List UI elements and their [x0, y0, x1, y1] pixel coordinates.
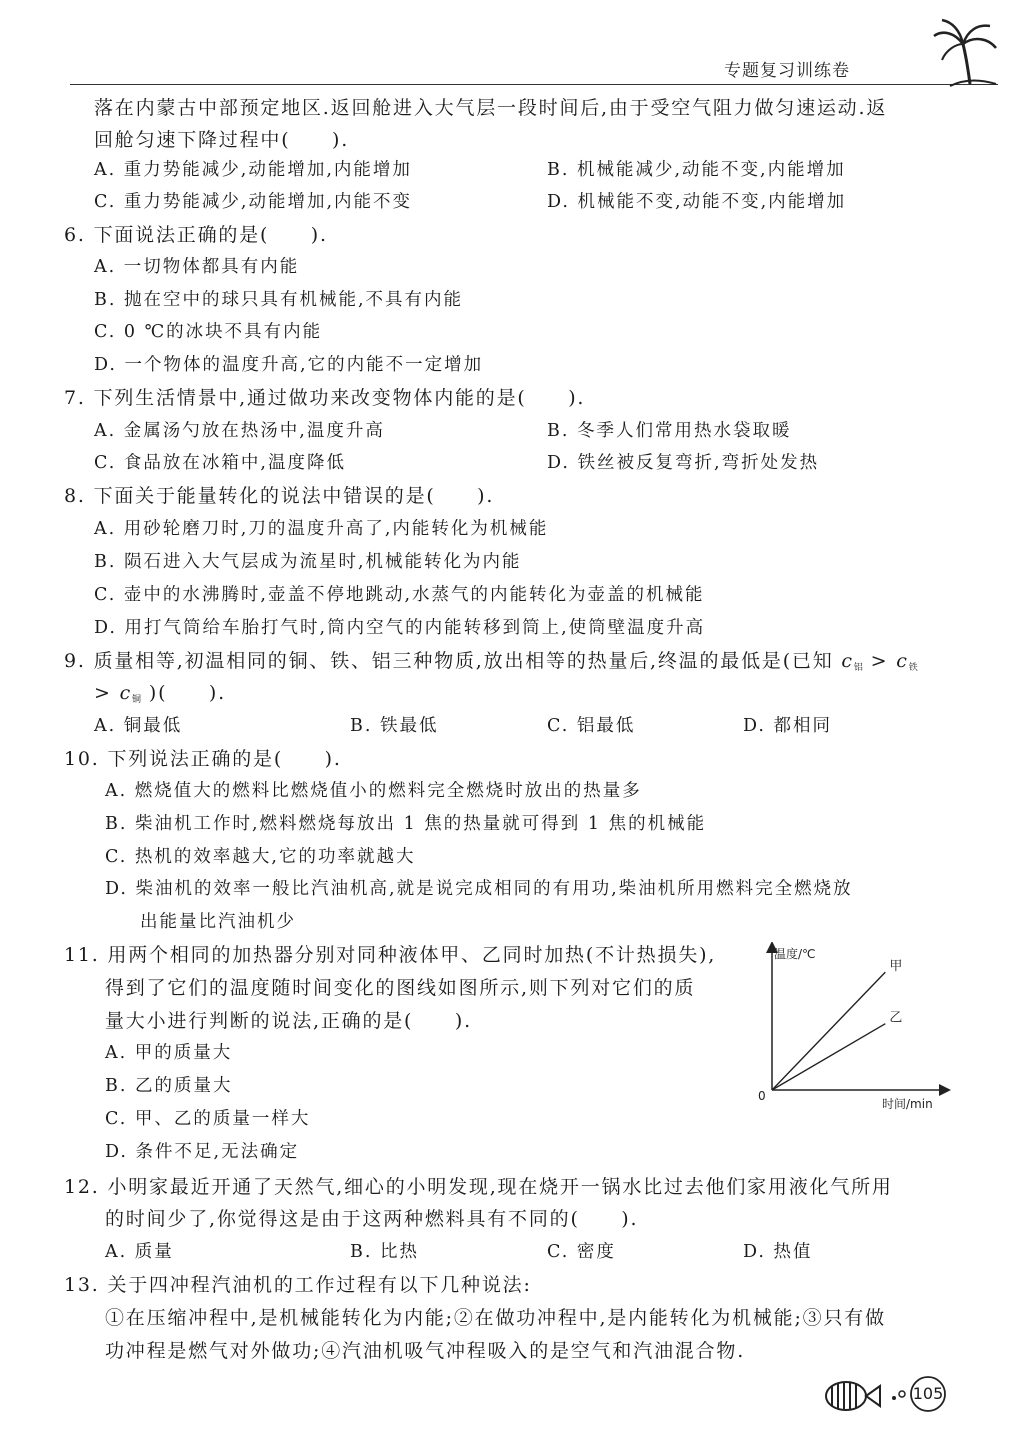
q7-option-c: C. 食品放在冰箱中,温度降低	[94, 453, 346, 473]
q12-option-a: A. 质量	[105, 1242, 174, 1262]
q8-stem: 8. 下面关于能量转化的说法中错误的是( ).	[64, 485, 495, 507]
q6-stem: 6. 下面说法正确的是( ).	[64, 224, 328, 246]
q9-stem-line1	[64, 648, 918, 681]
c-cu-symbol: $c_铜$	[119, 682, 142, 705]
q9-stem-line2	[94, 680, 226, 713]
q6-option-b: B. 抛在空中的球只具有机械能,不具有内能	[94, 290, 464, 310]
q13-stem: 13. 关于四冲程汽油机的工作过程有以下几种说法:	[64, 1274, 532, 1296]
q10-stem: 10. 下列说法正确的是( ).	[64, 748, 342, 770]
q10-option-d-line2: 出能量比汽油机少	[140, 912, 296, 932]
q10-option-b: B. 柴油机工作时,燃料燃烧每放出 1 焦的热量就可得到 1 焦的机械能	[105, 814, 707, 834]
c-fe-symbol: $c_铁$	[896, 650, 918, 673]
q12-option-c: C. 密度	[547, 1242, 616, 1262]
q11-option-d: D. 条件不足,无法确定	[105, 1142, 300, 1162]
q5-option-a: A. 重力势能减少,动能增加,内能增加	[94, 160, 412, 180]
palm-tree-icon	[930, 14, 1000, 88]
q5-option-d: D. 机械能不变,动能不变,内能增加	[547, 192, 847, 212]
q13-statements-line1: ①在压缩冲程中,是机械能转化为内能;②在做功冲程中,是内能转化为机械能;③只有做	[105, 1307, 886, 1329]
header-title: 专题复习训练卷	[724, 61, 850, 81]
q11-option-c: C. 甲、乙的质量一样大	[105, 1109, 311, 1129]
q10-option-c: C. 热机的效率越大,它的功率就越大	[105, 847, 416, 867]
q7-stem: 7. 下列生活情景中,通过做功来改变物体内能的是( ).	[64, 387, 586, 409]
q8-option-a: A. 用砂轮磨刀时,刀的温度升高了,内能转化为机械能	[94, 519, 549, 539]
q9-option-d: D. 都相同	[743, 716, 833, 736]
q5-option-c: C. 重力势能减少,动能增加,内能不变	[94, 192, 413, 212]
c-al-symbol: $c_铝$	[841, 650, 863, 673]
origin-label: 0	[758, 1089, 766, 1103]
greater-than-sign: >	[870, 650, 889, 672]
q6-option-a: A. 一切物体都具有内能	[94, 257, 300, 277]
q10-option-d-line1: D. 柴油机的效率一般比汽油机高,就是说完成相同的有用功,柴油机所用燃料完全燃烧放	[105, 879, 853, 899]
x-axis-label: 时间/min	[882, 1097, 933, 1111]
q8-option-b: B. 陨石进入大气层成为流星时,机械能转化为内能	[94, 552, 522, 572]
q11-stem-line3: 量大小进行判断的说法,正确的是( ).	[105, 1010, 472, 1032]
y-axis-label: 温度/℃	[774, 947, 816, 961]
q9-option-c: C. 铝最低	[547, 716, 636, 736]
q5-option-b: B. 机械能减少,动能不变,内能增加	[547, 160, 846, 180]
q12-option-d: D. 热值	[743, 1242, 813, 1262]
temperature-time-chart	[752, 942, 952, 1112]
q7-option-d: D. 铁丝被反复弯折,弯折处发热	[547, 453, 820, 473]
page-number: 105	[912, 1384, 944, 1403]
q7-option-b: B. 冬季人们常用热水袋取暖	[547, 421, 792, 441]
q11-stem-line2: 得到了它们的温度随时间变化的图线如图所示,则下列对它们的质	[105, 977, 696, 999]
q11-stem-line1: 11. 用两个相同的加热器分别对同种液体甲、乙同时加热(不计热损失),	[64, 944, 717, 966]
q6-option-c: C. 0 ℃的冰块不具有内能	[94, 322, 323, 342]
q10-option-a: A. 燃烧值大的燃料比燃烧值小的燃料完全燃烧时放出的热量多	[105, 781, 642, 801]
q5-stem-line1: 落在内蒙古中部预定地区.返回舱进入大气层一段时间后,由于受空气阻力做匀速运动.返	[94, 97, 888, 119]
greater-than-sign-2: >	[94, 682, 112, 704]
q12-stem-line2: 的时间少了,你觉得这是由于这两种燃料具有不同的( ).	[105, 1208, 639, 1230]
q6-option-d: D. 一个物体的温度升高,它的内能不一定增加	[94, 355, 484, 375]
series-line-2	[772, 1024, 885, 1090]
q9-option-b: B. 铁最低	[350, 716, 439, 736]
q7-option-a: A. 金属汤勺放在热汤中,温度升高	[94, 421, 385, 441]
q12-stem-line1: 12. 小明家最近开通了天然气,细心的小明发现,现在烧开一锅水比过去他们家用液化气所用	[64, 1176, 893, 1198]
header-rule	[70, 84, 998, 85]
q8-option-c: C. 壶中的水沸腾时,壶盖不停地跳动,水蒸气的内能转化为壶盖的机械能	[94, 585, 705, 605]
q12-option-b: B. 比热	[350, 1242, 419, 1262]
q13-statements-line2: 功冲程是燃气对外做功;④汽油机吸气冲程吸入的是空气和汽油混合物.	[105, 1340, 746, 1362]
q8-option-d: D. 用打气筒给车胎打气时,筒内空气的内能转移到筒上,使筒壁温度升高	[94, 618, 706, 638]
q9-option-a: A. 铜最低	[94, 716, 183, 736]
q9-stem-tail: )( ).	[148, 682, 226, 704]
q11-option-a: A. 甲的质量大	[105, 1043, 233, 1063]
series-label-1: 甲	[889, 959, 903, 975]
q5-stem-line2: 回舱匀速下降过程中( ).	[94, 129, 350, 151]
q9-stem-text: 9. 质量相等,初温相同的铜、铁、铝三种物质,放出相等的热量后,终温的最低是(已知	[64, 650, 834, 672]
q11-option-b: B. 乙的质量大	[105, 1076, 233, 1096]
series-label-2: 乙	[889, 1010, 903, 1026]
series-line-1	[772, 972, 885, 1090]
